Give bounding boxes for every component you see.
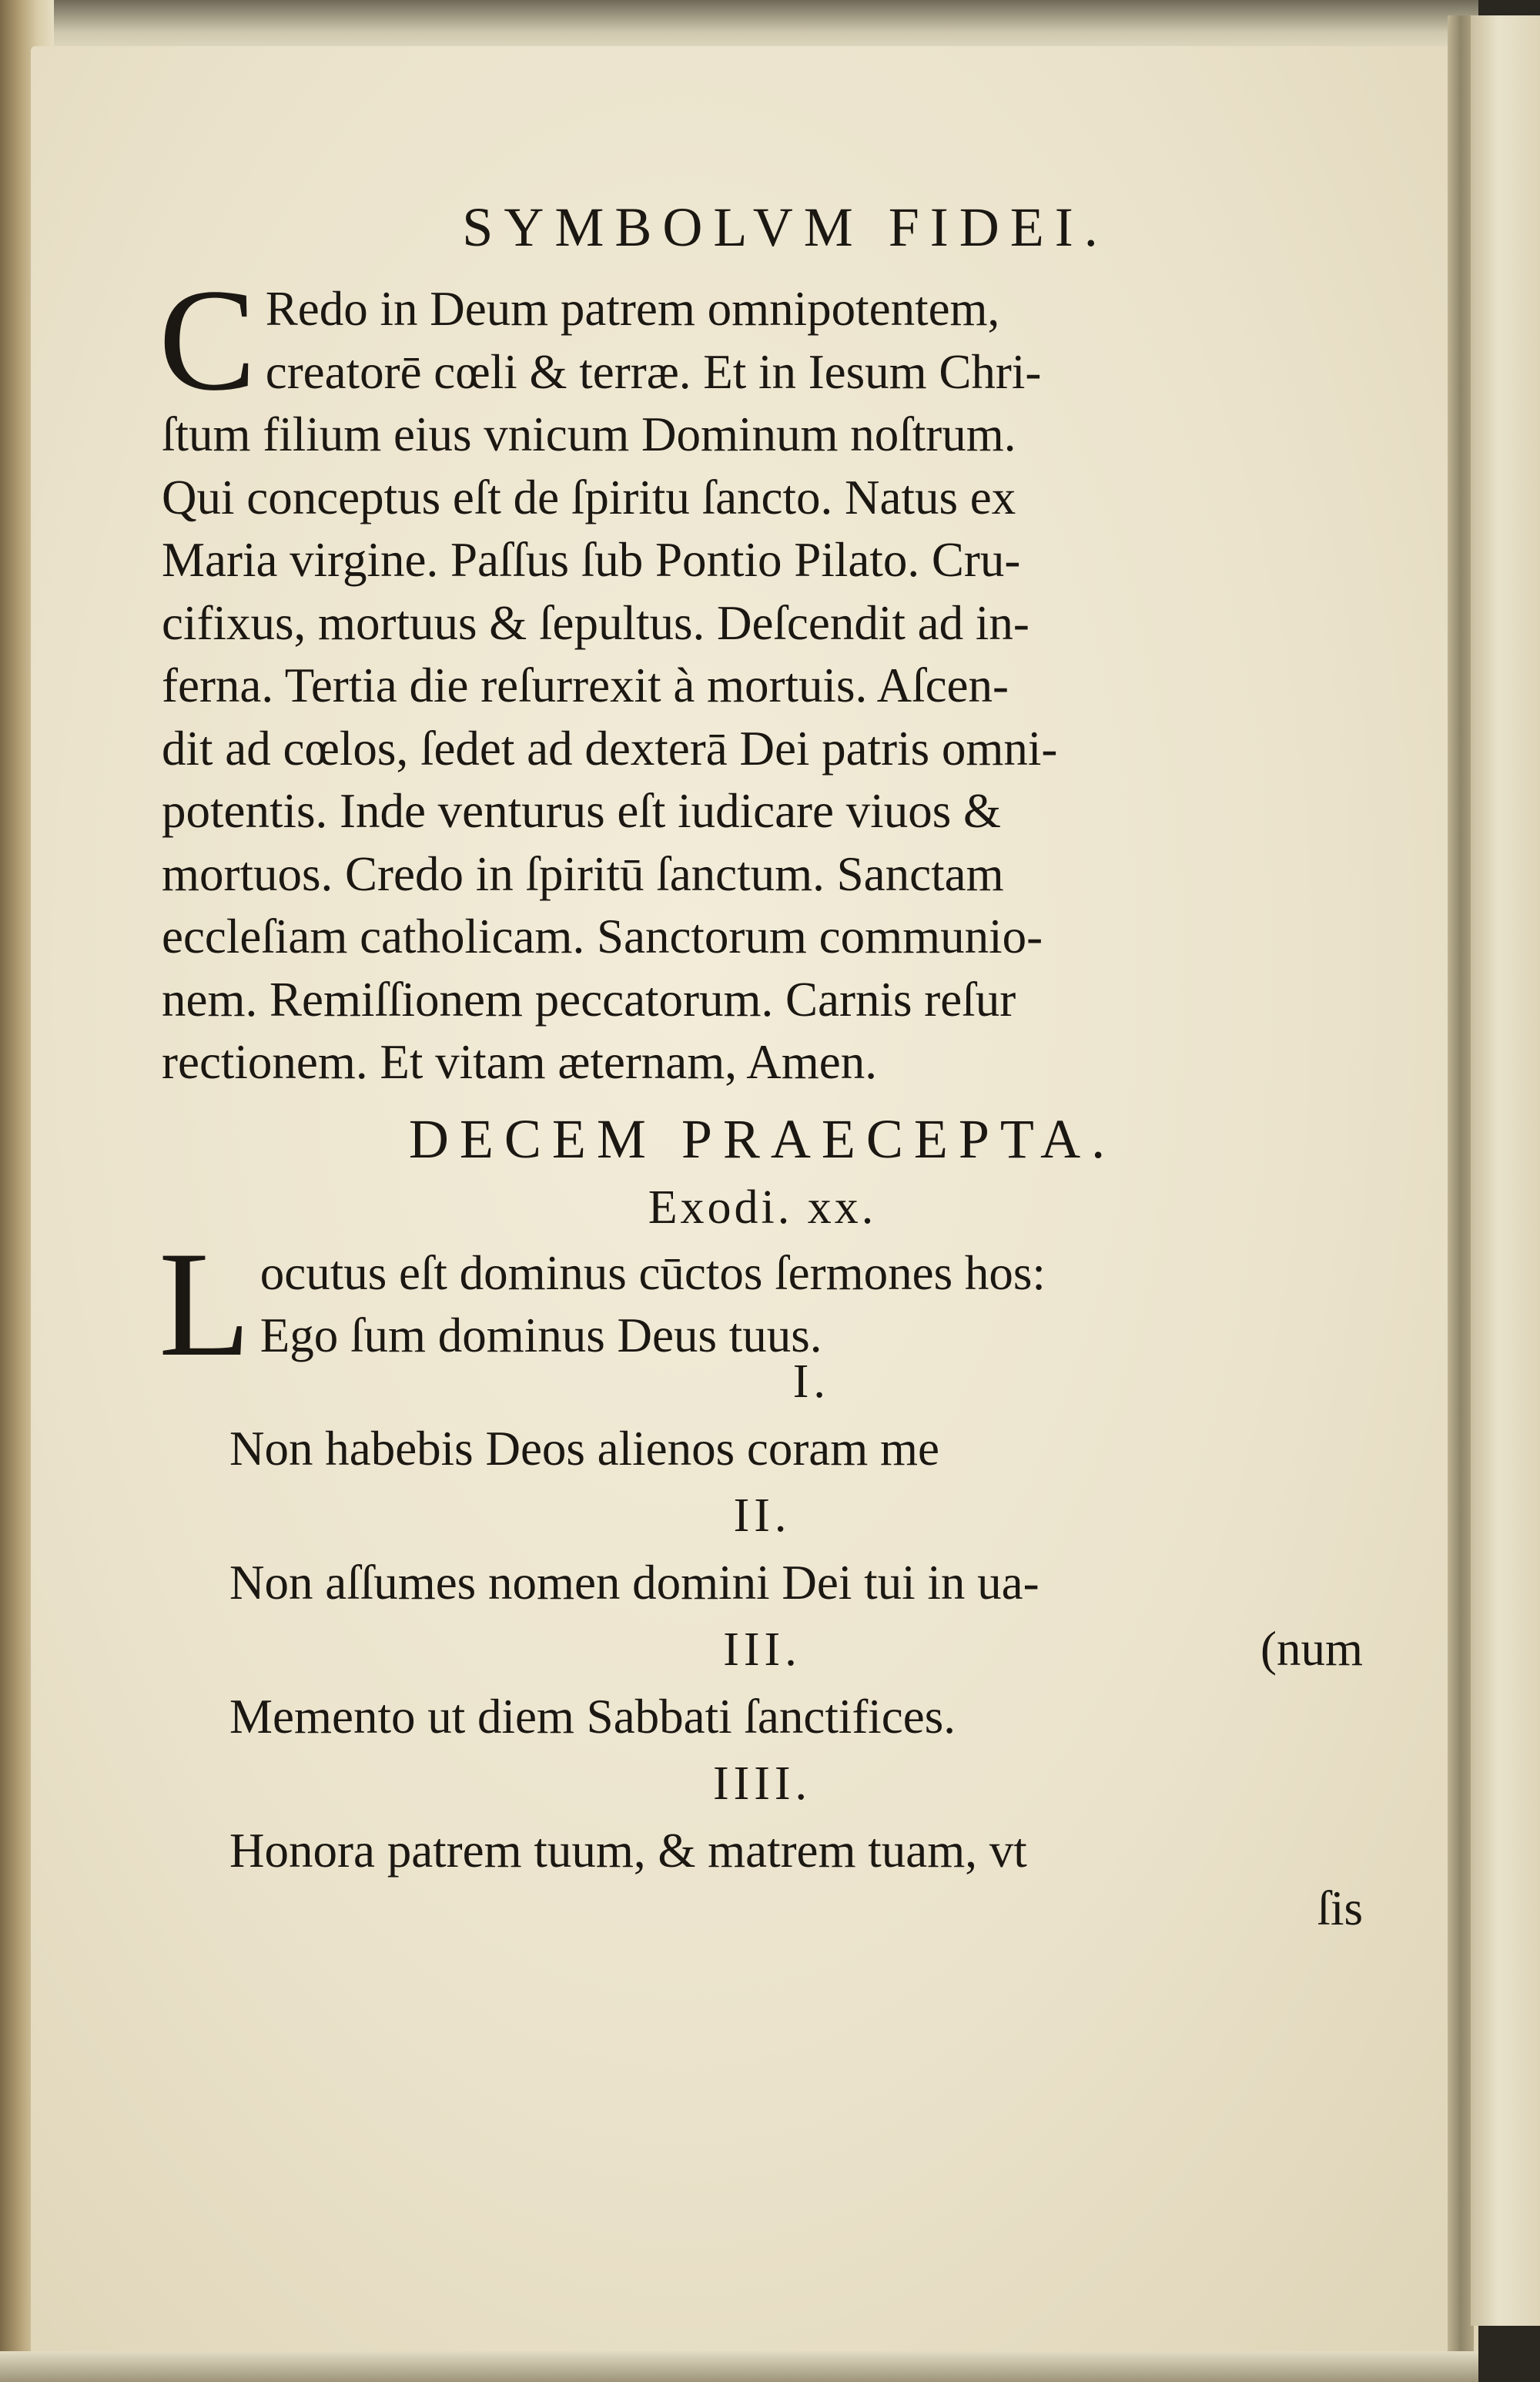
- symbolum-line: creatorē cœli & terræ. Et in Iesum Chri-: [265, 344, 1042, 399]
- decalogue-intro: [159, 1220, 1363, 1388]
- commandment-text: Honora patrem tuum, & matrem tuam, vt: [229, 1823, 1027, 1878]
- symbolum-line: dit ad cœlos, ſedet ad dexterā Dei patris omni-: [162, 721, 1058, 776]
- symbolum-line: mortuos. Credo in ſpiritū ſanctum. Sanctam: [162, 846, 1004, 901]
- commandment-text: Memento ut diem Sabbati ſanctifices.: [229, 1689, 956, 1744]
- decalogue-heading: DECEM PRAECEPTA.: [408, 1107, 1116, 1170]
- decalogue-intro-line: ocutus eſt dominus cūctos ſermones hos:: [259, 1245, 1046, 1300]
- book-gutter: [1448, 15, 1474, 2382]
- commandment-numeral: II.: [733, 1489, 792, 1542]
- page-text: [159, 189, 1363, 1935]
- symbolum-line: nem. Remiſſionem peccatorum. Carnis reſur: [162, 972, 1016, 1027]
- commandment-text: Non aſſumes nomen domini Dei tui in ua-: [229, 1555, 1040, 1610]
- catchword: ſis: [1317, 1881, 1363, 1935]
- commandment-numeral: I.: [792, 1355, 830, 1408]
- symbolum-line: Redo in Deum patrem omnipotentem,: [265, 282, 1000, 336]
- symbolum-line: Maria virgine. Paſſus ſub Pontio Pilato. Cru-: [162, 533, 1021, 587]
- decalogue-drop-cap: L: [159, 1220, 251, 1388]
- symbolum-line: ferna. Tertia die reſurrexit à mortuis. Aſcen-: [162, 658, 1009, 712]
- commandment-carry-over: (num: [1260, 1621, 1363, 1676]
- symbolum-line: ſtum filium eius vnicum Dominum noſtrum.: [162, 407, 1016, 461]
- symbolum-paragraph: [159, 260, 1363, 1094]
- commandment-numeral: IIII.: [712, 1757, 812, 1810]
- symbolum-drop-cap: C: [159, 260, 256, 421]
- decalogue-subheading: Exodi. xx.: [648, 1181, 877, 1234]
- commandment-numeral: III.: [723, 1623, 802, 1676]
- symbolum-line: cifixus, mortuus & ſepultus. Deſcendit ad in-: [162, 595, 1029, 650]
- symbolum-heading: SYMBOLVM FIDEI.: [462, 196, 1109, 258]
- facing-page-edge: [1471, 15, 1540, 2326]
- symbolum-line: rectionem. Et vitam æternam, Amen.: [162, 1035, 878, 1089]
- symbolum-line: Qui conceptus eſt de ſpiritu ſancto. Natus ex: [162, 470, 1016, 524]
- book-bottom-edge: [0, 2351, 1478, 2382]
- symbolum-line: eccleſiam catholicam. Sanctorum communio-: [162, 910, 1043, 963]
- symbolum-line: potentis. Inde venturus eſt iudicare viuos &: [162, 784, 1002, 838]
- decalogue-intro-line: Ego ſum dominus Deus tuus.: [259, 1308, 822, 1362]
- commandment-text: Non habebis Deos alienos coram me: [229, 1421, 939, 1476]
